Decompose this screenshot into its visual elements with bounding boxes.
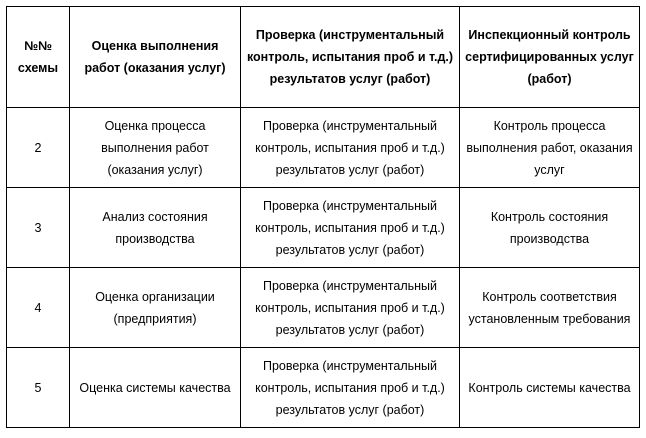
cell-work-assessment: Оценка организации (предприятия) — [70, 268, 241, 348]
header-work-assessment: Оценка выполнения работ (оказания услуг) — [70, 7, 241, 108]
cell-inspection-control: Контроль системы качества — [460, 348, 640, 428]
cell-scheme-number: 5 — [7, 348, 70, 428]
certification-schemes-table — [6, 6, 640, 428]
cell-scheme-number: 2 — [7, 108, 70, 188]
cell-results-verification: Проверка (инструментальный контроль, испытания проб и т.д.) результатов услуг (работ) — [241, 108, 460, 188]
cell-inspection-control: Контроль состояния производства — [460, 188, 640, 268]
cell-results-verification: Проверка (инструментальный контроль, испытания проб и т.д.) результатов услуг (работ) — [241, 188, 460, 268]
cell-work-assessment: Анализ состояния производства — [70, 188, 241, 268]
cell-scheme-number: 3 — [7, 188, 70, 268]
cell-scheme-number: 4 — [7, 268, 70, 348]
header-inspection-control: Инспекционный контроль сертифицированных услуг (работ) — [460, 7, 640, 108]
header-scheme-number: №№ схемы — [7, 7, 70, 108]
header-results-verification: Проверка (инструментальный контроль, испытания проб и т.д.) результатов услуг (работ) — [241, 7, 460, 108]
cell-work-assessment: Оценка системы качества — [70, 348, 241, 428]
cell-results-verification: Проверка (инструментальный контроль, испытания проб и т.д.) результатов услуг (работ) — [241, 268, 460, 348]
cell-results-verification: Проверка (инструментальный контроль, испытания проб и т.д.) результатов услуг (работ) — [241, 348, 460, 428]
table-row — [7, 348, 640, 428]
table-row — [7, 188, 640, 268]
cell-inspection-control: Контроль соответствия установленным требования — [460, 268, 640, 348]
certification-schemes-table-container — [6, 6, 640, 428]
table-row — [7, 268, 640, 348]
cell-inspection-control: Контроль процесса выполнения работ, оказания услуг — [460, 108, 640, 188]
cell-work-assessment: Оценка процесса выполнения работ (оказания услуг) — [70, 108, 241, 188]
table-row — [7, 108, 640, 188]
table-header-row — [7, 7, 640, 108]
